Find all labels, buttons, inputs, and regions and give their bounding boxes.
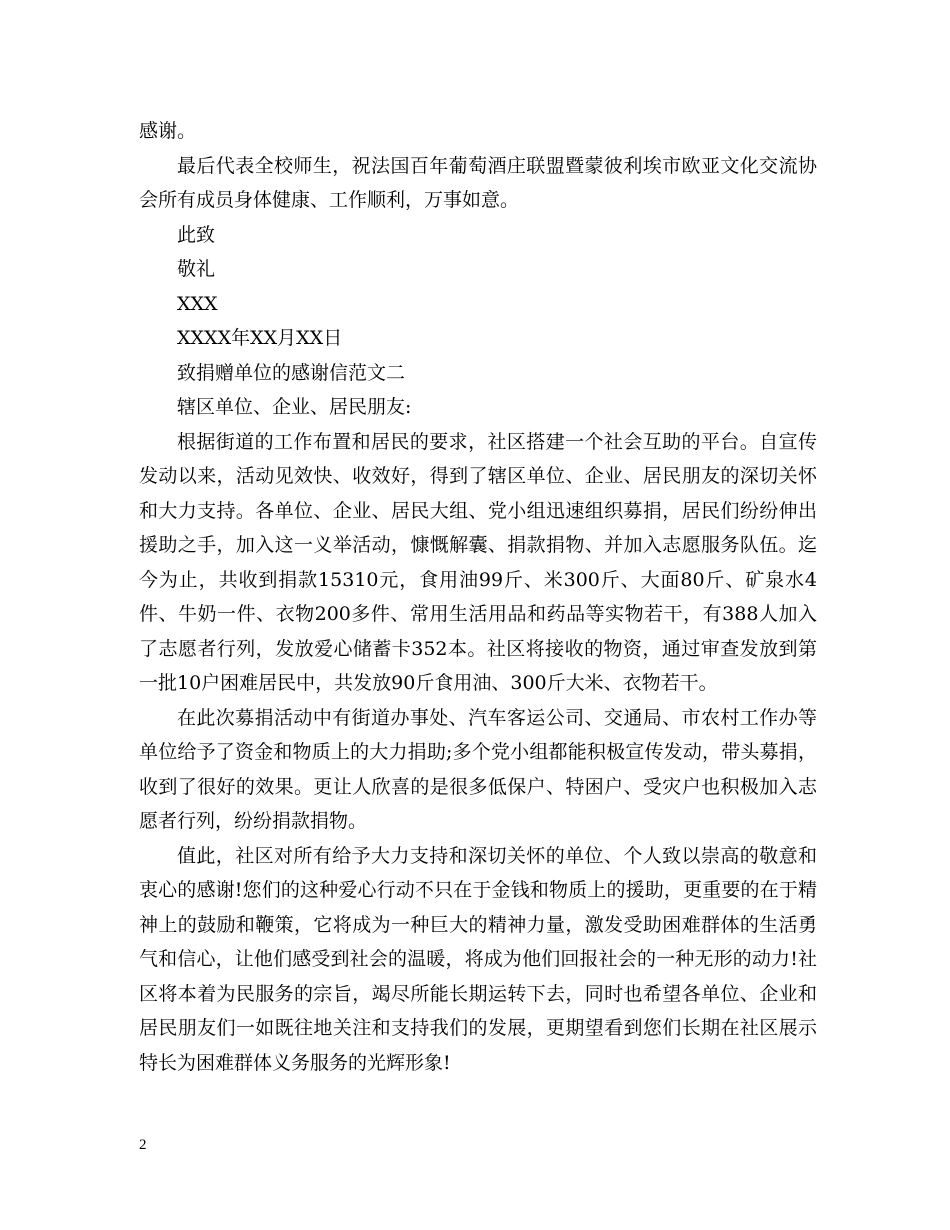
paragraph-donors: 在此次募捐活动中有街道办事处、汽车客运公司、交通局、市农村工作办等单位给予了资金和物质上的大力捐助;多个党小组都能积极宣传发动，带头募捐，收到了很好的效果。更让人欣喜的是很多低保户、特困户、受灾户也积极加入志愿者行列，纷纷捐款捐物。 <box>139 706 817 832</box>
paragraph-gratitude: 值此，社区对所有给予大力支持和深切关怀的单位、个人致以崇高的敬意和衷心的感谢!您们的这种爱心行动不只在于金钱和物质上的援助，更重要的在于精神上的鼓励和鞭策，它将成为一种巨大的精神力量，激发受助困难群体的生活勇气和信心，让他们感受到社会的温暖，将成为他们回报社会的一种无形的动力!社区将本着为民服务的宗旨，竭尽所能长期运转下去，同时也希望各单位、企业和居民朋友们一如既往地关注和支持我们的发展，更期望看到您们长期在社区展示特长为困难群体义务服务的光辉形象! <box>139 844 817 1074</box>
salutation-cizhi: 此致 <box>177 223 216 246</box>
letter-greeting: 辖区单位、企业、居民朋友: <box>177 396 412 418</box>
signature-date: XXXX年XX月XX日 <box>177 327 343 349</box>
document-body <box>139 114 817 1080</box>
salutation-jingli: 敬礼 <box>177 258 216 280</box>
signature-name: XXX <box>177 292 218 315</box>
page-number: 2 <box>139 1137 147 1153</box>
paragraph-closing-thanks: 感谢。 <box>139 120 197 142</box>
paragraph-donation-summary: 根据街道的工作布置和居民的要求，社区搭建一个社会互助的平台。自宣传发动以来，活动见效快、收效好，得到了辖区单位、企业、居民朋友的深切关怀和大力支持。各单位、企业、居民大组、党小组迅速组织募捐，居民们纷纷伸出援助之手，加入这一义举活动，慷慨解囊、捐款捐物、并加入志愿服务队伍。迄今为止，共收到捐款15310元，食用油99斤、米300斤、大面80斤、矿泉水4件、牛奶一件、衣物200多件、常用生活用品和药品等实物若干，有388人加入了志愿者行列，发放爱心储蓄卡352本。社区将接收的物资，通过审查发放到第一批10户困难居民中，共发放90斤食用油、300斤大米、衣物若干。 <box>139 430 817 694</box>
section-title: 致捐赠单位的感谢信范文二 <box>177 361 406 384</box>
paragraph-final-wishes: 最后代表全校师生，祝法国百年葡萄酒庄联盟暨蒙彼利埃市欧亚文化交流协会所有成员身体健康、工作顺利，万事如意。 <box>139 154 817 211</box>
